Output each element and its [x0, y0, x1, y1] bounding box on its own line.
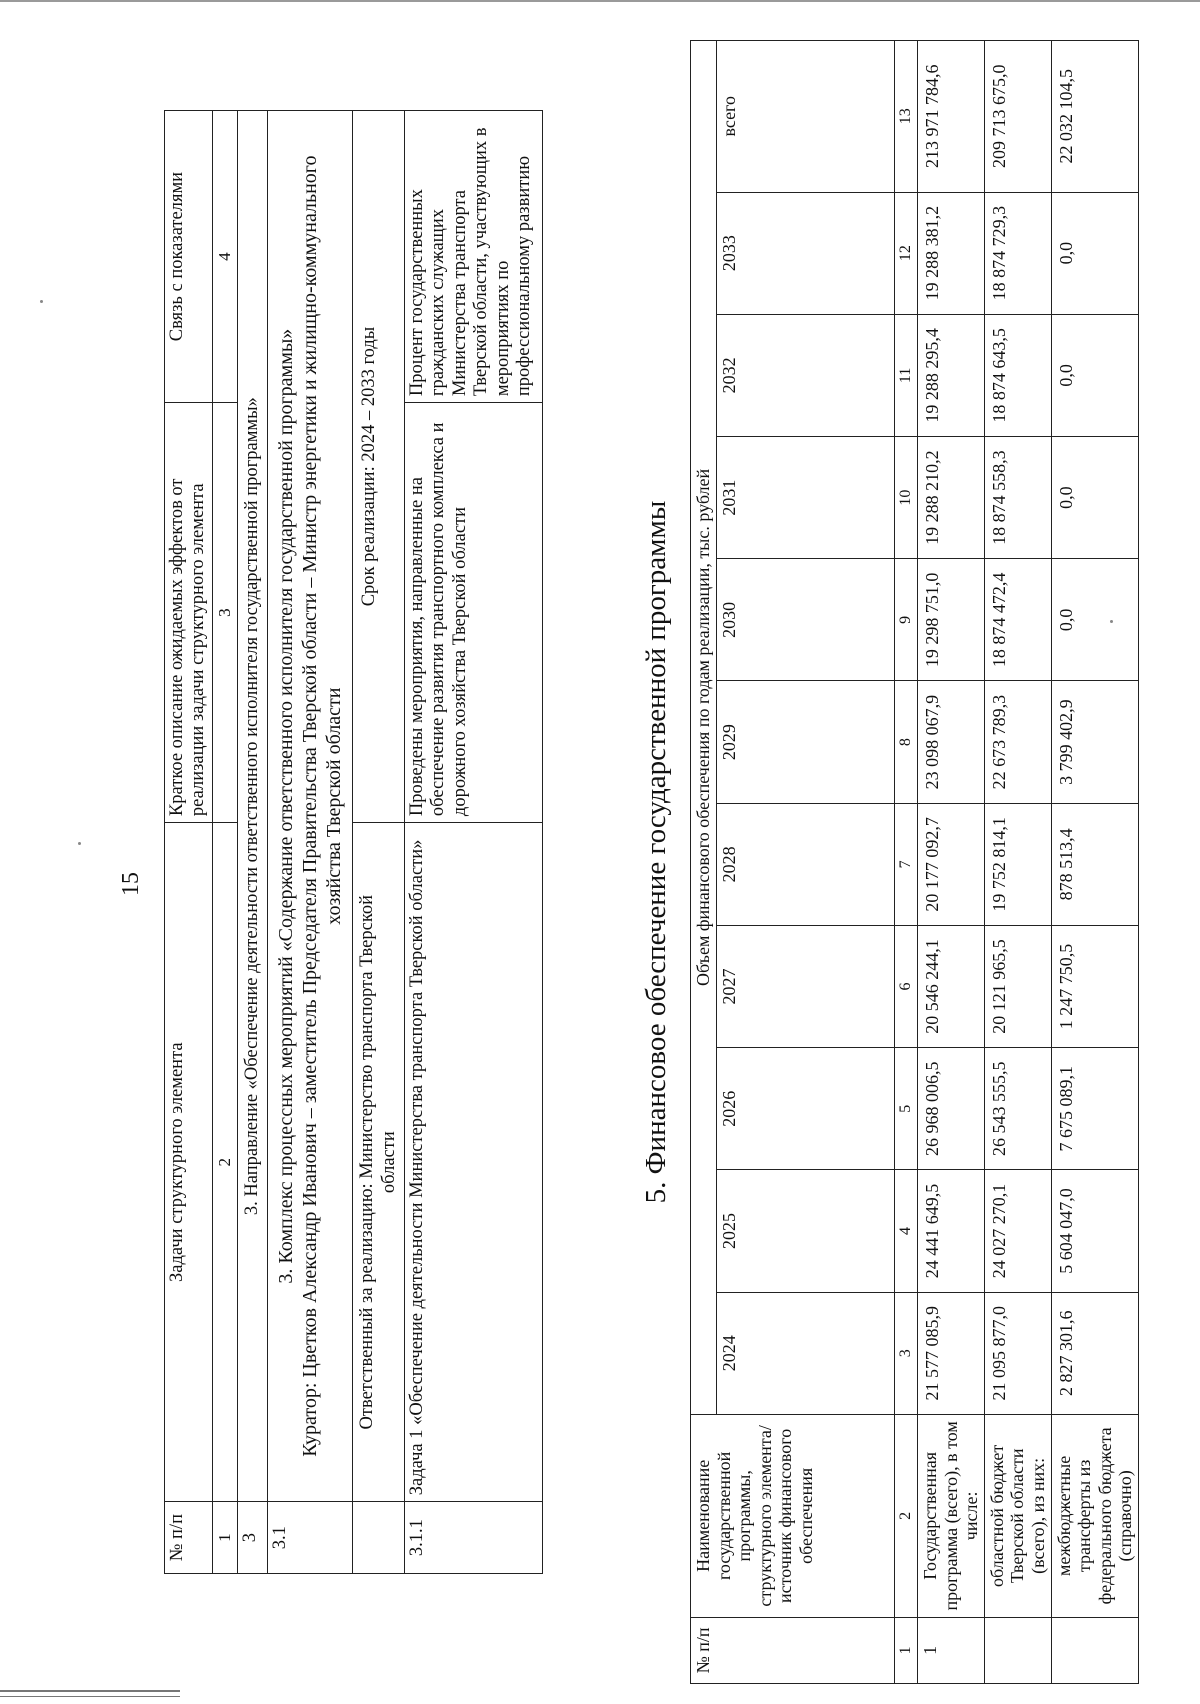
- column-number: 11: [894, 314, 918, 436]
- row-name: областной бюджет Тверской области (всего), из них:: [984, 1414, 1051, 1617]
- page-number: 15: [118, 872, 144, 896]
- row-value: 0,0: [1051, 314, 1138, 436]
- row-value: 24 441 649,5: [918, 1170, 985, 1292]
- column-number: 2: [212, 823, 237, 1502]
- column-number: 8: [894, 681, 918, 803]
- row-value: 2 827 301,6: [1051, 1292, 1138, 1414]
- row-total: 22 032 104,5: [1051, 41, 1138, 193]
- year-header: 2030: [716, 559, 894, 681]
- column-number: 3: [212, 403, 237, 823]
- curator-text: Куратор: Цветков Александр Иванович – заместитель Председателя Правительства Тверской области – Министр энергетики и жилищно-коммунального хозяйства Тверской области: [299, 155, 346, 1457]
- row-num: 3.1: [268, 1502, 353, 1574]
- direction-text: 3. Направление «Обеспечение деятельности ответственного исполнителя государственной программы»: [237, 111, 267, 1502]
- column-number: 9: [894, 559, 918, 681]
- row-value: 19 288 295,4: [918, 314, 985, 436]
- row-value: 1 247 750,5: [1051, 925, 1138, 1047]
- row-value: 0,0: [1051, 436, 1138, 558]
- column-number: 6: [894, 925, 918, 1047]
- row-total: 213 971 784,6: [918, 41, 985, 193]
- responsible-row: [353, 111, 405, 1574]
- year-header: 2025: [716, 1170, 894, 1292]
- year-header: 2033: [716, 192, 894, 314]
- column-number: 1: [212, 1502, 237, 1574]
- row-value: 19 752 814,1: [984, 803, 1051, 925]
- row-num: 3: [237, 1502, 267, 1574]
- total-header: всего: [716, 41, 894, 193]
- direction-row: [237, 111, 267, 1574]
- row-value: 19 288 381,2: [918, 192, 985, 314]
- row-num: [984, 1617, 1051, 1683]
- column-number: 2: [894, 1414, 918, 1617]
- row-value: 5 604 047,0: [1051, 1170, 1138, 1292]
- year-header: 2031: [716, 436, 894, 558]
- row-value: 20 121 965,5: [984, 925, 1051, 1047]
- column-number: 7: [894, 803, 918, 925]
- row-num: [1051, 1617, 1138, 1683]
- row-value: 0,0: [1051, 192, 1138, 314]
- year-header: 2032: [716, 314, 894, 436]
- header-link: Связь с показателями: [165, 111, 213, 403]
- responsible-text: Ответственный за реализацию: Министерство транспорта Тверской области: [353, 823, 405, 1502]
- table-row: [918, 41, 985, 1684]
- table-row: [1051, 41, 1138, 1684]
- header-num: № п/п: [691, 1617, 895, 1683]
- row-value: 26 968 006,5: [918, 1048, 985, 1170]
- header-name: Наименование государственной программы, структурного элемента/источник финансового обеспечения: [691, 1414, 895, 1617]
- row-value: 18 874 558,3: [984, 436, 1051, 558]
- row-value: 23 098 067,9: [918, 681, 985, 803]
- table-header-row: [165, 111, 213, 1574]
- row-value: 20 177 092,7: [918, 803, 985, 925]
- table-header-row: [691, 41, 717, 1684]
- row-value: 878 513,4: [1051, 803, 1138, 925]
- column-number: 4: [212, 111, 237, 403]
- year-header: 2027: [716, 925, 894, 1047]
- row-name: межбюджетные трансферты из федерального бюджета (справочно): [1051, 1414, 1138, 1617]
- header-task: Задачи структурного элемента: [165, 823, 213, 1502]
- row-value: 7 675 089,1: [1051, 1048, 1138, 1170]
- row-name: Государственная программа (всего), в том числе:: [918, 1414, 985, 1617]
- row-value: 19 288 210,2: [918, 436, 985, 558]
- row-total: 209 713 675,0: [984, 41, 1051, 193]
- link-text: Процент государственных гражданских служащих Министерства транспорта Тверской области, участвующих в мероприятиях по профессиональному развитию: [404, 111, 542, 403]
- task-text: Задача 1 «Обеспечение деятельности Министерства транспорта Тверской области»: [404, 823, 542, 1502]
- row-value: 22 673 789,3: [984, 681, 1051, 803]
- row-value: 3 799 402,9: [1051, 681, 1138, 803]
- row-num: 3.1.1: [404, 1502, 542, 1574]
- period-text: Срок реализации: 2024 – 2033 годы: [353, 111, 405, 823]
- row-value: 19 298 751,0: [918, 559, 985, 681]
- row-value: 21 577 085,9: [918, 1292, 985, 1414]
- year-header: 2024: [716, 1292, 894, 1414]
- task-row: [404, 111, 542, 1574]
- complex-row: [268, 111, 353, 1574]
- row-value: 18 874 729,3: [984, 192, 1051, 314]
- column-number: 4: [894, 1170, 918, 1292]
- header-num: № п/п: [165, 1502, 213, 1574]
- effects-text: Проведены мероприятия, направленные на обеспечение развития транспортного комплекса и дорожного хозяйства Тверской области: [404, 403, 542, 823]
- tasks-table: [164, 110, 543, 1574]
- complex-title: 3. Комплекс процессных мероприятий «Содержание ответственного исполнителя государственной программы»: [275, 328, 298, 1284]
- column-number: 12: [894, 192, 918, 314]
- row-value: 18 874 472,4: [984, 559, 1051, 681]
- column-number: 5: [894, 1048, 918, 1170]
- row-value: 18 874 643,5: [984, 314, 1051, 436]
- year-header: 2028: [716, 803, 894, 925]
- header-effects: Краткое описание ожидаемых эффектов от реализации задачи структурного элемента: [165, 403, 213, 823]
- column-number-row: [894, 41, 918, 1684]
- row-value: 0,0: [1051, 559, 1138, 681]
- year-header: 2029: [716, 681, 894, 803]
- column-number: 1: [894, 1617, 918, 1683]
- column-number-row: [212, 111, 237, 1574]
- row-value: 21 095 877,0: [984, 1292, 1051, 1414]
- year-header: 2026: [716, 1048, 894, 1170]
- row-value: 24 027 270,1: [984, 1170, 1051, 1292]
- column-number: 13: [894, 41, 918, 193]
- row-value: 26 543 555,5: [984, 1048, 1051, 1170]
- column-number: 3: [894, 1292, 918, 1414]
- table-row: [984, 41, 1051, 1684]
- row-num: 1: [918, 1617, 985, 1683]
- column-number: 10: [894, 436, 918, 558]
- header-volume: Объем финансового обеспечения по годам реализации, тыс. рублей: [691, 41, 717, 1415]
- finance-table: [690, 40, 1139, 1684]
- complex-description: [268, 111, 353, 1502]
- section-title: 5. Финансовое обеспечение государственной программы: [640, 500, 672, 1204]
- row-value: 20 546 244,1: [918, 925, 985, 1047]
